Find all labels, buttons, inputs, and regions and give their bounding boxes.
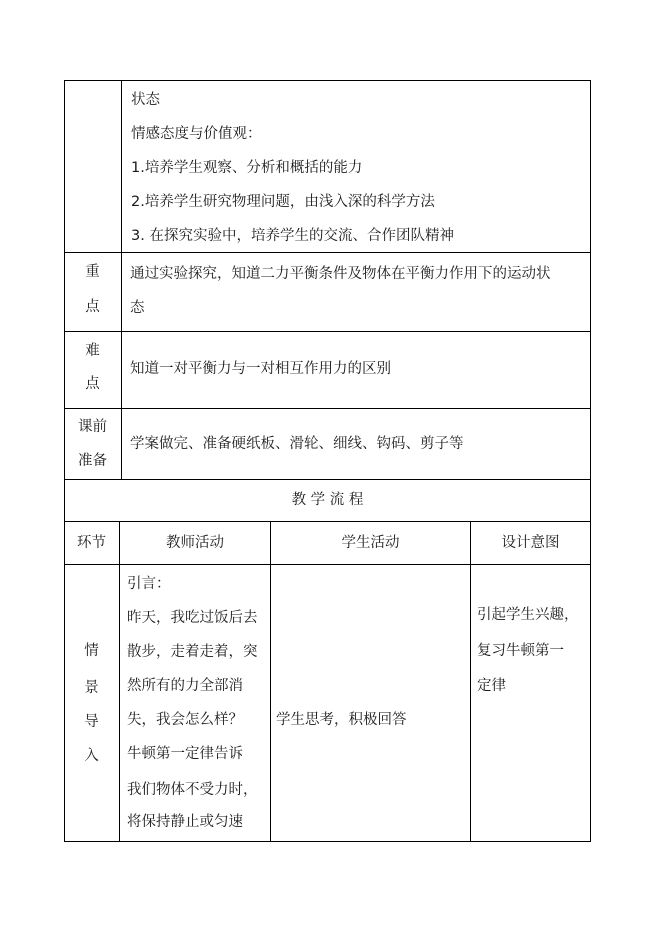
student-activity: 学生思考，积极回答 bbox=[276, 712, 407, 728]
row-divider bbox=[64, 521, 591, 522]
row-divider bbox=[64, 564, 591, 565]
row-divider bbox=[64, 331, 591, 332]
key-points-label: 点 bbox=[85, 299, 100, 315]
step-char: 导 bbox=[84, 714, 99, 730]
column-header-intent: 设计意图 bbox=[501, 535, 560, 551]
key-points-content: 通过实验探究，知道二力平衡条件及物体在平衡力作用下的运动状 bbox=[130, 266, 551, 282]
teacher-activity-line: 然所有的力全部消 bbox=[127, 678, 243, 694]
step-char: 入 bbox=[84, 748, 99, 764]
label-column-divider bbox=[121, 80, 122, 479]
design-intent-line: 复习牛顿第一 bbox=[477, 643, 564, 659]
teacher-activity-line: 失，我会怎么样？ bbox=[127, 712, 243, 728]
column-divider bbox=[270, 521, 271, 841]
objective-line: 2.培养学生研究物理问题，由浅入深的科学方法 bbox=[131, 194, 435, 210]
column-header-student: 学生活动 bbox=[341, 535, 400, 551]
teacher-activity-line: 牛顿第一定律告诉 bbox=[127, 746, 243, 762]
step-char: 情 bbox=[84, 643, 99, 659]
preparation-label: 准备 bbox=[78, 453, 107, 469]
teacher-activity-line: 散步，走着走着，突 bbox=[127, 644, 258, 660]
teacher-activity-line: 引言： bbox=[127, 576, 171, 592]
difficulties-content: 知道一对平衡力与一对相互作用力的区别 bbox=[130, 361, 391, 377]
table-border-bottom bbox=[64, 841, 591, 842]
difficulties-label: 点 bbox=[85, 376, 100, 392]
difficulties-label: 难 bbox=[85, 343, 100, 359]
row-divider bbox=[64, 408, 591, 409]
key-points-label: 重 bbox=[85, 264, 100, 280]
teacher-activity-line: 将保持静止或匀速 bbox=[127, 814, 243, 830]
objective-line: 状态 bbox=[131, 92, 160, 108]
table-border-right bbox=[590, 80, 591, 842]
key-points-content: 态 bbox=[130, 300, 145, 316]
design-intent-line: 定律 bbox=[477, 678, 506, 694]
column-divider bbox=[119, 521, 120, 841]
objective-line: 3. 在探究实验中，培养学生的交流、合作团队精神 bbox=[131, 228, 454, 244]
teacher-activity-line: 我们物体不受力时， bbox=[127, 782, 258, 798]
preparation-content: 学案做完、准备硬纸板、滑轮、细线、钩码、剪子等 bbox=[130, 436, 464, 452]
table-border-top bbox=[64, 80, 591, 81]
objective-line: 1.培养学生观察、分析和概括的能力 bbox=[131, 160, 363, 176]
column-header-teacher: 教师活动 bbox=[166, 535, 224, 551]
column-divider bbox=[470, 521, 471, 841]
design-intent-line: 引起学生兴趣， bbox=[477, 607, 579, 623]
flow-title: 教 学 流 程 bbox=[291, 492, 364, 508]
preparation-label: 课前 bbox=[78, 419, 107, 435]
row-divider bbox=[64, 479, 591, 480]
objective-line: 情感态度与价值观： bbox=[131, 126, 262, 142]
step-char: 景 bbox=[84, 680, 99, 696]
column-header-step: 环节 bbox=[77, 535, 106, 551]
row-divider bbox=[64, 252, 591, 253]
teacher-activity-line: 昨天，我吃过饭后去 bbox=[127, 610, 258, 626]
